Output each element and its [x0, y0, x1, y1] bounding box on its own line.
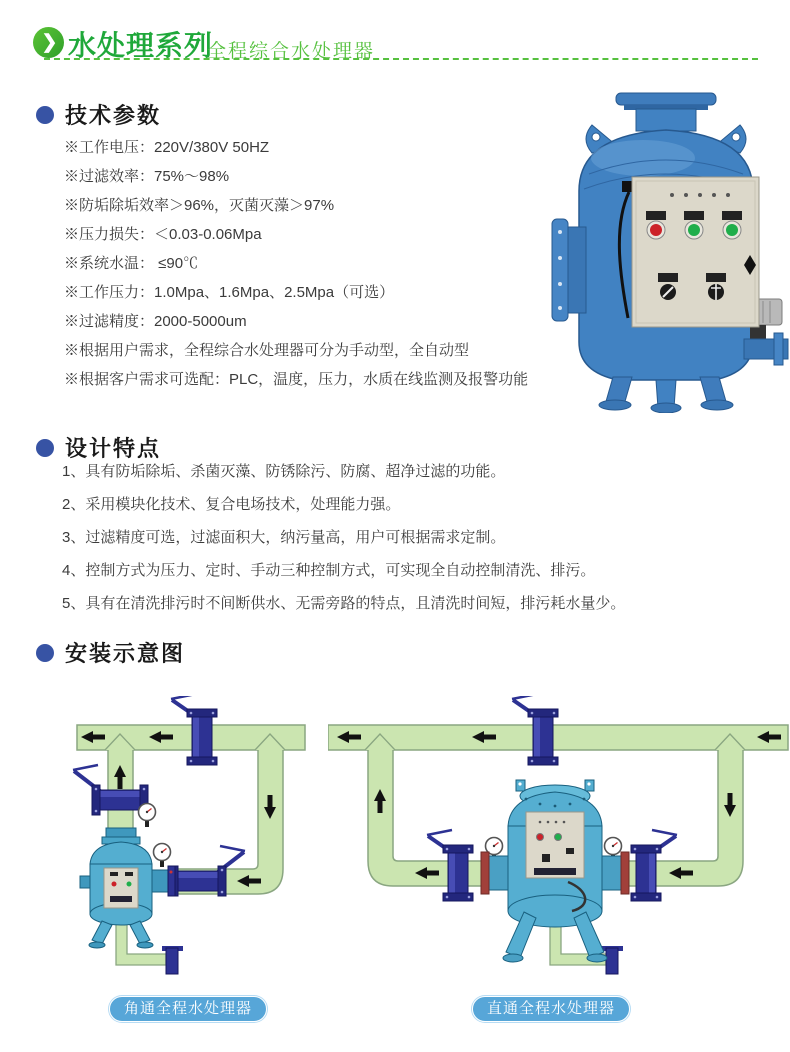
series-title: 水处理系列 [68, 30, 214, 61]
section-bullet-icon [36, 644, 54, 662]
tech-spec-list [64, 133, 534, 394]
spec-item: ※根据客户需求可选配：PLC，温度，压力，水质在线监测及报警功能 [64, 371, 529, 388]
spec-item: ※系统水温： ≤90℃ [64, 255, 199, 272]
red-button-icon [646, 211, 666, 239]
feature-item: 3、过滤精度可选，过滤面积大，纳污量高，用户可根据需求定制。 [62, 529, 506, 546]
header-chevron-icon [33, 27, 64, 58]
product-photo [543, 86, 790, 413]
green-button-icon [722, 211, 742, 239]
caption-angle-type: 角通全程水处理器 [109, 996, 267, 1022]
pressure-gauge-icon [154, 844, 171, 868]
feature-item: 4、控制方式为压力、定时、手动三种控制方式，可实现全自动控制清洗、排污。 [62, 562, 596, 579]
pressure-gauge-icon [139, 804, 156, 828]
feature-item: 1、具有防垢除垢、杀菌灭藻、防锈除污、防腐、超净过滤的功能。 [62, 463, 506, 480]
feature-item: 5、具有在清洗排污时不间断供水、无需旁路的特点，且清洗时间短，排污耗水量少。 [62, 595, 626, 612]
caption-straight-type: 直通全程水处理器 [472, 996, 630, 1022]
section-title: 安装示意图 [65, 641, 186, 666]
product-subtitle: 全程综合水处理器 [207, 41, 376, 62]
chevron-glyph: ❯ [41, 32, 58, 53]
spec-item: ※过滤精度：2000-5000um [64, 313, 247, 330]
spec-item: ※根据用户需求，全程综合水处理器可分为手动型，全自动型 [64, 342, 470, 359]
section-bullet-icon [36, 106, 54, 124]
spec-item: ※防垢除垢效率＞96%，灭菌灭藻＞97% [64, 197, 335, 214]
spec-item: ※工作压力：1.0Mpa、1.6Mpa、2.5Mpa（可选） [64, 284, 395, 301]
spec-item: ※压力损失：＜0.03-0.06Mpa [64, 226, 262, 243]
feature-item: 2、采用模块化技术、复合电场技术，处理能力强。 [62, 496, 401, 513]
section-install-diagram [36, 637, 185, 668]
section-bullet-icon [36, 439, 54, 457]
angle-type-diagram [52, 696, 337, 994]
section-title: 技术参数 [65, 103, 162, 128]
section-tech-params [36, 99, 161, 130]
straight-type-diagram [328, 696, 790, 994]
spec-item: ※工作电压：220V/380V 50HZ [64, 139, 270, 156]
green-button-icon [684, 211, 704, 239]
section-title: 设计特点 [65, 436, 162, 461]
spec-item: ※过滤效率：75%～98% [64, 168, 230, 185]
design-feature-list [62, 455, 762, 620]
control-panel [632, 177, 759, 327]
